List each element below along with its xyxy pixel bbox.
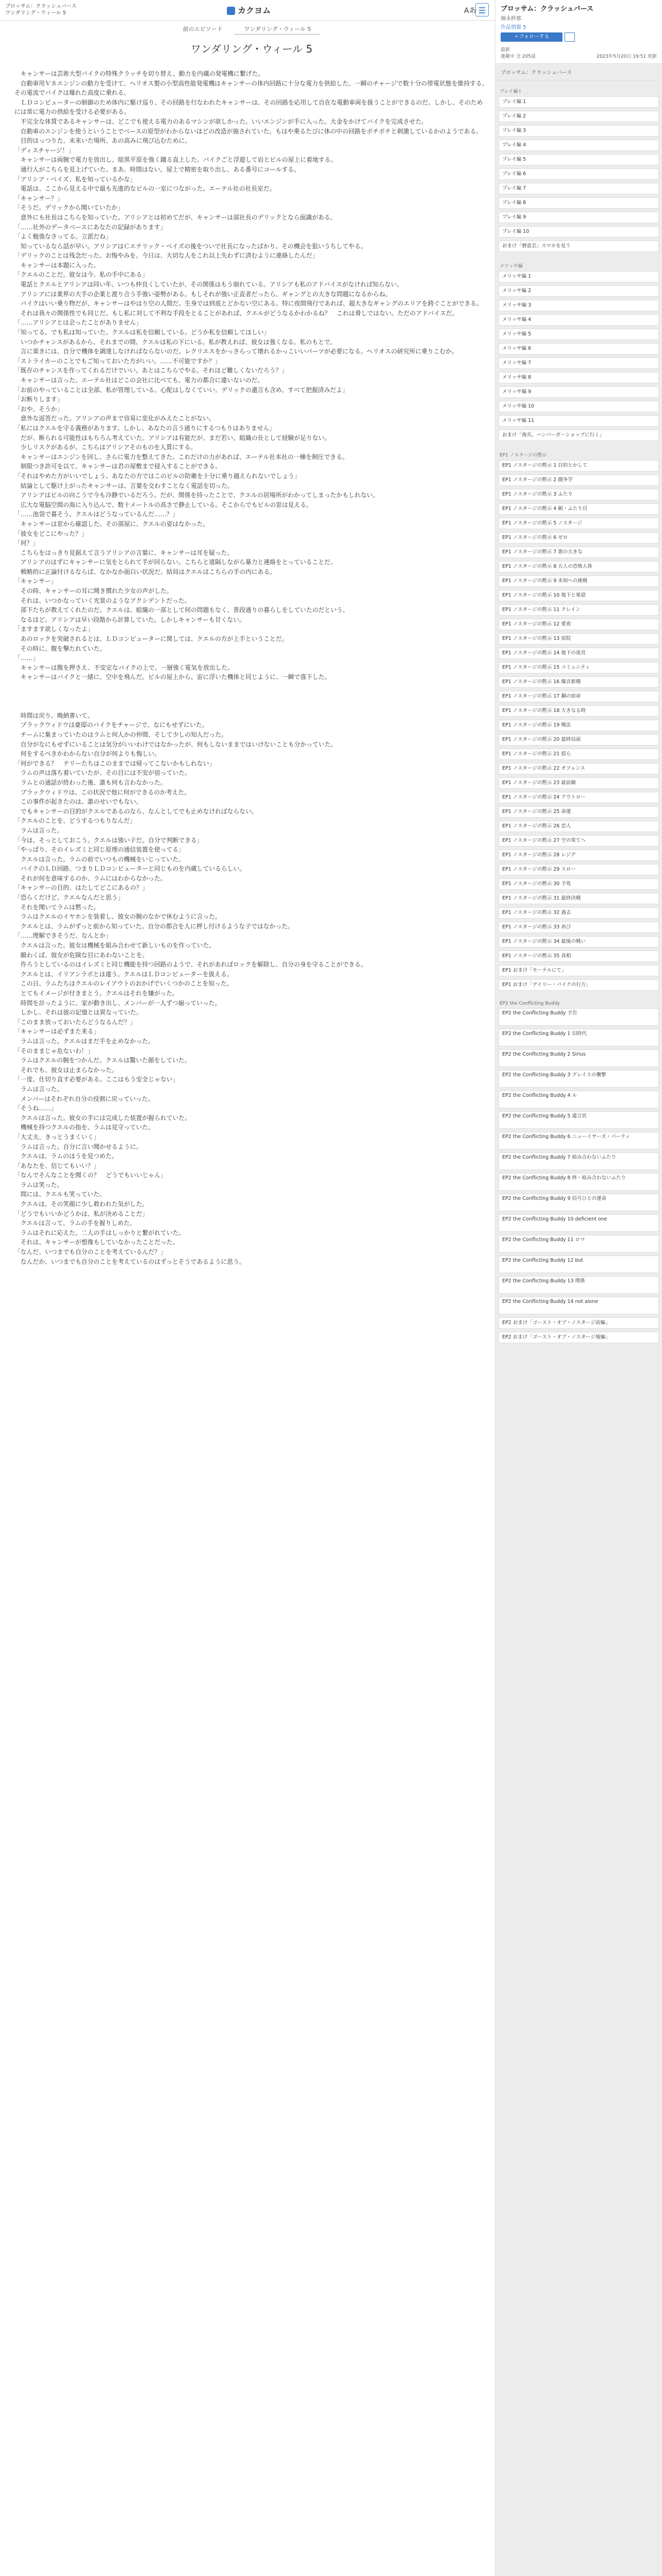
body-paragraph: その時、キャンサーの耳に聞き慣れた少女の声がした。: [14, 587, 173, 595]
body-paragraph: 「私にはクエルを守る義務があります。しかし、あなたの言う通りにするつもりはありません」: [14, 424, 275, 432]
body-paragraph: ラムはそれに応えた。二人の手はしっかりと繋がれていた。: [14, 1229, 185, 1236]
body-paragraph: 「あなたを、信じてもいい？」: [14, 1162, 100, 1170]
toc-item[interactable]: EP1 ノスタージの黙示 14 地下の迷宮: [499, 648, 659, 659]
body-paragraph: クエルは、その笑顔に少し救われた気がした。: [14, 1200, 148, 1208]
body-paragraph: キャンサーはバイクと一緒に、空中を飛んだ。ビルの屋上から、宙に浮いた機体と同じように、一瞬で落下した。: [14, 673, 331, 681]
toc-item[interactable]: EP1 ノスタージの黙示 30 予兆: [499, 878, 659, 890]
toc-item[interactable]: プレイ編 5: [499, 154, 659, 165]
toc-item[interactable]: EP2 the Conflicting Buddy 5 遺言状: [499, 1111, 659, 1129]
body-paragraph: でもキャンサーの目的がクエルであるのなら、なんとしてでも止めなければならない。: [14, 807, 258, 815]
body-paragraph: その時に、腹を撃たれていた。: [14, 645, 106, 652]
body-paragraph: なんだか、いつまでも自分のことを考えているのはずっとそうであるように思う。: [14, 1258, 245, 1265]
toc-item[interactable]: EP1 ノスタージの黙示 4 頼・ふたり目: [499, 503, 659, 515]
toc-item[interactable]: EP2 the Conflicting Buddy 8 終・暗み合わないふたり: [499, 1173, 659, 1191]
blank-line: [14, 692, 489, 702]
toc-item[interactable]: EP1 ノスタージの黙示 1 目的とかして: [499, 460, 659, 471]
toc-item[interactable]: メリッサ編 3: [499, 300, 659, 311]
body-paragraph: アリシアには業界の大手の企業と渡り合う手強い姿勢がある。もしそれが強い正直者だったら、ギャングとの大きな問題になるからね。: [14, 290, 391, 298]
body-paragraph: アリシアはビルの向こうで今も冷静でいるだろう。だが、関係を持ったことで、クエルの居場所がわかってしまったかもしれない。: [14, 492, 379, 499]
body-paragraph: 不完全な体質であるキャンサーは、どこでも使える電力のあるマシンが欲しかった。いいエンジンが手に入った。大金をかけてバイクを完成させた。: [14, 117, 428, 125]
body-paragraph: クエルは言った。彼女の手には完成した装置が握られていた。: [14, 1114, 191, 1122]
current-episode-label: ワンダリング・ウィール 5: [235, 25, 320, 35]
body-paragraph: 電話とクエルとアリシアは同い年、いつも仲良くしていたが、その関係はもう崩れている。アリシアも私のアドバイスがなければ知らない。: [14, 281, 403, 289]
body-paragraph: しかし、それは彼の記憶とは異なっていた。: [14, 1009, 142, 1016]
body-paragraph: 願わくば、彼女が危険な目にあわないことを。: [14, 951, 148, 959]
menu-icon-bar: [479, 12, 485, 13]
toc-item[interactable]: EP1 ノスタージの黙示 35 真相: [499, 951, 659, 962]
episode-body: [14, 69, 489, 1266]
toc-item[interactable]: EP2 the Conflicting Buddy 2 Sirius: [499, 1049, 659, 1067]
body-paragraph: 「アリシア・ベイズ、私を知っているかな」: [14, 175, 136, 183]
body-paragraph: キャンサーは本題に入った。: [14, 261, 100, 269]
body-paragraph: 制限つき許可を以て、キャンサーは君の屋敷まで侵入することができる。: [14, 463, 221, 470]
body-paragraph: クエルは、ラムのほうを見つめた。: [14, 1153, 118, 1160]
body-paragraph: クエルは言った。彼女は機械を組み合わせて新しいものを作っていた。: [14, 942, 216, 950]
body-paragraph: クエルとは、イリアンラボとは違う。クエルはＬＤコンピューターを扱える。: [14, 970, 233, 978]
toc-item[interactable]: プレイ編 3: [499, 125, 659, 137]
body-paragraph: キャンサーは芸術大型バイクの特殊クラッチを切り替え、動力を内蔵の発電機に繋げた。: [14, 70, 264, 77]
toc-item[interactable]: EP1 ノスタージの黙示 21 揺ら: [499, 749, 659, 760]
body-paragraph: 電話は、ここから見える中で最も先進的なビルの一室につながった。エーテル社の社長室だ。: [14, 185, 276, 193]
body-paragraph: クエルとは、ラムがずっと前から知っていた。自分の都合を人に押し付けるような子ではなかった。: [14, 922, 294, 930]
menu-icon-bar: [479, 10, 485, 11]
body-paragraph: 「クエルのことだ。彼女は今、私の手中にある」: [14, 271, 148, 279]
toc-item[interactable]: おまけ「海兵、ハンバーガーショップに行く」: [499, 430, 659, 441]
menu-icon: [479, 7, 485, 8]
toc-list: [495, 80, 662, 1343]
toc-item[interactable]: EP1 ノスタージの黙示 22 オフェンス: [499, 763, 659, 774]
site-name: カクヨム: [238, 6, 271, 15]
body-paragraph: いつかチャンスがあるから、それまでの間、クエルは私の下にいる。私が教えれば、彼女は強くなる。私のもとで。: [14, 338, 337, 346]
toc-item[interactable]: メリッサ編 4: [499, 314, 659, 326]
toc-item[interactable]: EP1 ノスタージの黙示 7 悪の大きな: [499, 547, 659, 558]
toc-item[interactable]: EP1 ノスタージの黙示 2 闘争学: [499, 474, 659, 486]
toc-item[interactable]: EP1 ノスタージの黙示 34 最後の戦い: [499, 936, 659, 947]
episode-count: 連載中 全 205話: [501, 54, 536, 59]
site-logo[interactable]: [227, 4, 271, 16]
body-paragraph: 自分がなにもせずにいることは気分がいいわけではなかったが、何もしないままではいけないことも分かっていた。: [14, 740, 337, 748]
toc-item[interactable]: EP1 ノスタージの黙示 23 最前線: [499, 777, 659, 789]
body-paragraph: ラムは言った。自分に言い聞かせるように。: [14, 1143, 142, 1150]
body-paragraph: 「何？」: [14, 539, 39, 547]
toc-item[interactable]: メリッサ編 5: [499, 329, 659, 340]
body-paragraph: ブラックウィドウは、この状況で他に何ができるのか考えた。: [14, 788, 191, 796]
sidebar-toc: [495, 0, 662, 2576]
body-paragraph: 「よく勉強なさってる。立派だね」: [14, 233, 112, 241]
body-paragraph: 機械を持つクエルの指を、ラムは見守っていた。: [14, 1124, 154, 1131]
toc-item[interactable]: EP1 ノスタージの黙示 27 空の果てへ: [499, 835, 659, 846]
body-paragraph: 広大な電脳空間の海に入り込んで、数十メートルの高さで静止している。そこからでもビルの窓は見える。: [14, 501, 312, 509]
body-paragraph: 部下たちが教えてくれたのだ。クエルは、組織の一部として何の問題もなく、普段通りの暮らしをしていたのだという。: [14, 606, 349, 614]
body-paragraph: ラムの声は落ち着いていたが、その目には不安が宿っていた。: [14, 769, 191, 777]
body-paragraph: 「今は、そっとしておこう。クエルは強い子だ。自分で判断できる」: [14, 836, 203, 844]
toc-item[interactable]: EP1 ノスタージの黙示 29 スロー: [499, 864, 659, 875]
body-paragraph: アリシアのはずにキャンサーに気をとられて手が回らない。こちらと遠隔しながら暴力と連絡をとっていることだ。: [14, 558, 337, 566]
toc-item[interactable]: EP2 the Conflicting Buddy 3 グレイスの襲撃: [499, 1070, 659, 1088]
toc-item[interactable]: メリッサ編 8: [499, 372, 659, 383]
toc-item[interactable]: EP1 ノスタージの黙示 31 最終決戦: [499, 893, 659, 904]
toc-item[interactable]: おまけ「暦意芸」スマホを見う: [499, 241, 659, 252]
toc-item[interactable]: EP2 the Conflicting Buddy 14 not alone: [499, 1297, 659, 1314]
toc-item[interactable]: メリッサ編 11: [499, 415, 659, 427]
toc-item[interactable]: EP1 ノスタージの黙示 17 鋼の宿命: [499, 691, 659, 702]
body-paragraph: それが何を意味するのか、ラムにはわからなかった。: [14, 874, 167, 882]
toc-item[interactable]: EP1 ノスタージの黙示 25 命運: [499, 806, 659, 818]
body-paragraph: 結論として駆け上がったキャンサーは、言葉を交わすことなく電話を切った。: [14, 482, 234, 489]
body-paragraph: それは、いつかなっていく光景のようなアクシデントだった。: [14, 597, 191, 604]
body-paragraph: 「このまま放っておいたらどうなるんだ？」: [14, 1018, 136, 1026]
toc-item[interactable]: プレイ編 9: [499, 212, 659, 223]
body-paragraph: 「……社外のデータベースにあなたの記録があります」: [14, 223, 167, 231]
toc-section-label: EP2 the Conflicting Buddy: [500, 1001, 560, 1006]
toc-item[interactable]: EP1 ノスタージの黙示 26 恋人: [499, 821, 659, 832]
toc-item[interactable]: EP1 ノスタージの黙示 24 アウトロー: [499, 792, 659, 803]
body-paragraph: なるほど。アリシアは早い段階から計算していた。しかしキャンサーも甘くない。: [14, 616, 245, 623]
text-settings-button[interactable]: Aあ: [464, 7, 476, 15]
breadcrumb: [14, 25, 489, 35]
toc-item[interactable]: EP1 ノスタージの黙示 11 クレイン: [499, 604, 659, 616]
toc-item[interactable]: EP1 ノスタージの黙示 16 爆音新種: [499, 676, 659, 688]
blank-line: [14, 682, 489, 692]
header-work-title: プロッサム：クラッシュバース: [5, 4, 77, 9]
body-paragraph: 「既存のチャンスを作ってくれるだけでいい。あとはこちらでやる。それほど難しくないだろう？」: [14, 367, 288, 375]
body-paragraph: この事件が起きたのは、誰のせいでもない。: [14, 798, 142, 806]
body-paragraph: ラムは言った。クエルはまだ手を止めなかった。: [14, 1037, 154, 1045]
toc-item[interactable]: プレイ編 7: [499, 183, 659, 194]
body-paragraph: 「キャンサー？」: [14, 194, 63, 202]
body-paragraph: 「……池袋で暮そう。クエルはどうなっているんだ……？」: [14, 511, 179, 518]
body-paragraph: 意外にも社長はこちらを知っていた。アリシアとは初めてだが、キャンサーは部社長のデリックとなら面識がある。: [14, 213, 337, 221]
body-paragraph: 時間を計ったように、家が動き出し、メンバーが一人ずつ揃っていった。: [14, 999, 221, 1007]
header-episode-title: ワンダリング・ウィール 5: [5, 10, 67, 16]
body-paragraph: 「お断りします」: [14, 396, 63, 403]
body-paragraph: ラムは言った。: [14, 826, 63, 834]
body-paragraph: 自動車のエンジンを使うということでベースの原型がわからないほどの改造が施されていた。もはや乗るたびに体の中の回路をポチポチと刺激しているかのようである。: [14, 127, 483, 135]
body-paragraph: キャンサーは窓から確認した。その部屋に、クエルの姿はなかった。: [14, 520, 209, 528]
body-paragraph: 「なんでそんなことを聞くの？ どうでもいいじゃん」: [14, 1172, 167, 1179]
body-paragraph: 「どうでもいいかどうかは、私が決めることだ」: [14, 1210, 148, 1217]
body-paragraph: キャンサーはエンジンを回し、さらに電力を整えてきた。これだけの力があれば、エーテル社本社の一棟を制圧できる。: [14, 453, 349, 461]
toc-item[interactable]: EP2 the Conflicting Buddy 4 ル: [499, 1091, 659, 1108]
toc-item[interactable]: EP2 おまけ「ゴースト・オブ・ノスタージ前編」: [499, 1317, 659, 1329]
body-paragraph: クエルは言って、ラムの手を握りしめた。: [14, 1219, 136, 1227]
body-paragraph: 知っているなら話が早い。アリシアはＣエテリック・ベイズの後をついで社長になったばかり。その機会を狙いうちしてやる。: [14, 242, 367, 250]
toc-section-label: メリッサ編: [500, 264, 523, 269]
toc-item[interactable]: EP2 the Conflicting Buddy 6 ニューイヤーズ・パーティ: [499, 1132, 659, 1149]
body-paragraph: 「やっぱり、そのイレズミと同じ原理の通信装置を使ってる」: [14, 846, 185, 854]
body-paragraph: クエルは言った。ラムの前でいつもの機械をいじっていた。: [14, 855, 185, 863]
body-paragraph: 「それはやめた方がいいでしょう。あなたの方ではこのビルの防衛を十分に乗り越えられないでしょう」: [14, 472, 301, 480]
toc-item[interactable]: EP1 ノスタージの黙示 5 ノスタージ: [499, 518, 659, 529]
toc-item[interactable]: EP2 the Conflicting Buddy 9 信号ひとの運命: [499, 1194, 659, 1211]
toc-item[interactable]: プレイ編 1: [499, 96, 659, 108]
body-paragraph: それでも、彼女は止まらなかった。: [14, 1066, 118, 1074]
body-paragraph: こちらをはっきり見据えて言うアリシアの言葉に、キャンサーは耳を疑った。: [14, 549, 234, 556]
work-title[interactable]: ブロッサム：クラッシュバース: [501, 5, 593, 13]
body-paragraph: 「キャンサー」: [14, 578, 57, 585]
toc-item[interactable]: EP1 ノスタージの黙示 18 大きなる時: [499, 705, 659, 717]
body-paragraph: 意外な返答だった。アリシアの声まで容易に変化がみえたことがない。: [14, 415, 215, 422]
toc-item[interactable]: EP1 ノスタージの黙示 9 未知への挑戦: [499, 575, 659, 587]
toc-item[interactable]: EP1 ノスタージの黙示 28 レジデ: [499, 850, 659, 861]
kakuyomu-logo-icon: [227, 7, 235, 15]
body-paragraph: ブラックウィドウは豪邸のバイクをチャージで、なにもせずにいた。: [14, 721, 208, 729]
body-paragraph: それを聞いてラムは黙った。: [14, 903, 100, 911]
body-paragraph: ＬＤコンピューターの制御のため体内に駆け巡り、その回路を行なわれたキャンサーは、その回路を応用して自在な電動車両を扱うことができるのだ。しかし、そのためには常に電力の供給を受ける必要がある。: [14, 98, 483, 116]
body-paragraph: 「デリックのことは残念だった。お悔やみを。今日は、大切な人をこれ以上失わずに済むように連絡したんだ」: [14, 252, 319, 260]
toc-item[interactable]: メリッサ編 6: [499, 343, 659, 354]
body-paragraph: 「恐らくだけど、クエルなんだと思う」: [14, 894, 124, 902]
body-paragraph: この日、ラムたちはクエルのレイアウトのおかげでいくつかのことを知った。: [14, 980, 233, 988]
body-paragraph: 「そのままじゃ危ないわ！」: [14, 1047, 94, 1055]
body-paragraph: 「知ってる。でも私は知っていた。クエルは私を信頼している。どうか私を信頼してほしい」: [14, 329, 270, 336]
toc-item[interactable]: EP2 the Conflicting Buddy 11 ロマ: [499, 1235, 659, 1252]
body-paragraph: 自動車用Ｖ８エンジンの動力を受けて、ヘリオス製の小型高性能発電機はキャンサーの体内回路に十分な電力を供給した。一瞬のチャージで数十分の帯電状態を維持する、その電流でバイクは爆れた高度に乗れる。: [14, 79, 488, 97]
body-paragraph: 間には、クエルも笑っていた。: [14, 1191, 106, 1198]
toc-item[interactable]: EP2 the Conflicting Buddy 12 but: [499, 1256, 659, 1273]
body-paragraph: 「一度、仕切り直す必要がある。ここはもう安全じゃない」: [14, 1076, 179, 1083]
toc-section-label: プレイ編 I: [500, 89, 521, 94]
body-paragraph: 「ますます欲しくなったよ」: [14, 625, 94, 633]
body-paragraph: 「大丈夫、きっとうまくいく」: [14, 1133, 100, 1141]
toc-item[interactable]: EP1 ノスタージの黙示 33 再び: [499, 922, 659, 933]
body-paragraph: 「……アリシアとは会ったことがありません」: [14, 319, 142, 327]
toc-item[interactable]: メリッサ編 7: [499, 358, 659, 369]
body-paragraph: 「そうだ。デリックから聞いていたか」: [14, 204, 124, 212]
toc-item[interactable]: EP1 おまけ「デイリー・バイクの行方」: [499, 979, 659, 991]
body-paragraph: チームに集まっていたのはラムと何人かの仲間、そして少しの知人だった。: [14, 731, 227, 738]
body-paragraph: 言に楽きには、自分で機体を調達しなければならないのだ。レクリエスをかっさらって壊れるかっこいいパーツが必要になる。ヘリオスの研究所に乗りこむか。: [14, 348, 458, 355]
toc-item[interactable]: EP2 おまけ「ゴースト・オブ・ノスタージ後編」: [499, 1332, 659, 1343]
toc-item[interactable]: EP1 ノスタージの黙示 6 ゼロ: [499, 532, 659, 544]
toc-item[interactable]: プレイ編 10: [499, 226, 659, 238]
body-paragraph: 「そうね……」: [14, 1105, 57, 1112]
work-meta: [501, 46, 657, 59]
toc-item[interactable]: プレイ編 8: [499, 197, 659, 209]
toc-item[interactable]: EP2 the Conflicting Buddy 10 deficient one: [499, 1214, 659, 1232]
body-paragraph: 「なんだ、いつまでも自分のことを考えているんだ？」: [14, 1248, 167, 1256]
toc-item[interactable]: EP1 ノスタージの黙示 13 宿院: [499, 633, 659, 645]
body-paragraph: 「彼女をどこにやった？」: [14, 530, 88, 537]
body-paragraph: 「キャンサーは必ずまた来る」: [14, 1028, 100, 1036]
body-paragraph: バイクのＬＤ回路、つまりＬＤコンピューターと同じものを内蔵しているらしい。: [14, 865, 246, 873]
toc-item[interactable]: EP1 ノスタージの黙示 20 最終局面: [499, 734, 659, 745]
body-paragraph: 少しリスクがあるが、こちらはアリシアそのものを人質にする。: [14, 444, 197, 451]
work-author[interactable]: 堀永紗那: [501, 16, 521, 22]
body-paragraph: ラムはクエルの腕をつかんだ。クエルは驚いた顔をしていた。: [14, 1057, 191, 1064]
body-paragraph: 「クエルのことを、どうするつもりなんだ」: [14, 817, 136, 825]
body-paragraph: 何をするべきかわからない自分が何よりも悔しい。: [14, 750, 161, 758]
body-paragraph: ラムは笑った。: [14, 1181, 63, 1189]
body-paragraph: それは我々の関係性でも同じだ。もし私に対して不利な手段をとることがあれば、クエルがどうなるかわかるね？ これは脅しではない。ただのアドバイスだ。: [14, 309, 458, 317]
body-paragraph: ラムとの通話が終わった後、誰も何も言わなかった。: [14, 778, 167, 786]
header-work-info[interactable]: [5, 3, 76, 16]
toc-item[interactable]: EP1 ノスタージの黙示 12 愛着: [499, 619, 659, 630]
body-paragraph: 時間は戻り、晩納書いて。: [14, 711, 94, 719]
toc-item[interactable]: メリッサ編 1: [499, 271, 659, 282]
body-paragraph: 「……」: [14, 654, 39, 662]
body-paragraph: あのロックを突破されるとは、ＬＤコンピューターに関しては、クエルの方が上手ということだ。: [14, 635, 288, 643]
body-paragraph: メンバーはそれぞれ自分の役割に戻っていった。: [14, 1095, 154, 1103]
toc-item[interactable]: EP2 the Conflicting Buddy 7 暗み合わないふたり: [499, 1153, 659, 1170]
episode-title: ワンダリング・ウィール 5: [190, 43, 313, 55]
toc-item[interactable]: プレイ編 6: [499, 168, 659, 180]
follow-button[interactable]: ＋フォローする: [501, 32, 562, 42]
toc-item[interactable]: EP2 the Conflicting Buddy 予告: [499, 1008, 659, 1026]
toc-section-label: EP1 ノスタージの黙示: [500, 453, 547, 458]
toc-item[interactable]: EP1 ノスタージの黙示 3 ふたり: [499, 489, 659, 500]
body-paragraph: キャンサーは言った。エーテル社はどこの会社に比べても、電力の都合に違いないのだ。: [14, 377, 264, 384]
body-paragraph: それは、キャンサーが想像もしていなかったことだった。: [14, 1239, 179, 1246]
body-paragraph: とてもイメージが付きまとう。クエルはそれを嫌がった。: [14, 990, 178, 997]
updated-date: 2023年5月20日 19:51 更新: [597, 54, 657, 59]
body-paragraph: 作ろうとしているのはイレズミと同じ機能を持つ回路のようで、それがあればロックを解除し、自分の身を守ることができる。: [14, 961, 367, 969]
toc-item[interactable]: プレイ編 4: [499, 140, 659, 151]
toc-item[interactable]: EP1 ノスタージの黙示 32 過去: [499, 907, 659, 919]
toc-item[interactable]: EP1 ノスタージの黙示 19 戦法: [499, 720, 659, 731]
body-paragraph: バイクはいい乗り物だが、キャンサーはやはり空の人間だ。生身では到底とどかない空にある。特に夜間飛行であれば、超大きなギャングのエリアを跨ぐことができる。: [14, 300, 483, 308]
body-paragraph: 「お前のやっていることは全部、私が管理している。心配はしなくていい。デリックの遺言も含め、すべて把握済みだよ」: [14, 386, 349, 394]
body-paragraph: 戦略的に正論付けるならば、なかなか面白い状況だ。結局はクエルはこちらの手の内にある。: [14, 568, 276, 575]
body-paragraph: 「ストライカーのことでもご知っておいた方がいい。……不可能ですか？」: [14, 357, 221, 365]
toc-item[interactable]: EP1 ノスタージの黙示 15 コミュニティ: [499, 662, 659, 673]
body-paragraph: 「……理解できそうだ、なんとか」: [14, 932, 112, 940]
toc-item[interactable]: メリッサ編 10: [499, 401, 659, 412]
series-label: ブロッサム：クラッシュバース: [495, 64, 662, 80]
blank-line: [14, 701, 489, 711]
body-paragraph: 「おや、そうか」: [14, 405, 63, 413]
body-paragraph: だが、断られる可能性はもちろん考えていた。アリシアは有能だが、まだ若い。組織の長として経験が足りない。: [14, 434, 330, 442]
body-paragraph: ラムはクエルのイヤホンを装着し、彼女の腕のなかで休むように言った。: [14, 913, 221, 921]
toc-item[interactable]: プレイ編 2: [499, 111, 659, 122]
toc-item[interactable]: EP1 ノスタージの黙示 10 地下と巣窟: [499, 590, 659, 601]
body-paragraph: ラムは言った。: [14, 1085, 63, 1093]
toc-item[interactable]: メリッサ編 2: [499, 285, 659, 297]
toc-item[interactable]: EP1 ノスタージの黙示 8 五人の恐怖人体: [499, 561, 659, 572]
follow-options-button[interactable]: [565, 32, 575, 42]
work-info-link[interactable]: 作品情報 5: [501, 25, 526, 30]
meta-label: 最新: [501, 47, 510, 53]
toc-item[interactable]: EP2 the Conflicting Buddy 13 関係: [499, 1276, 659, 1294]
prev-episode-link[interactable]: 前のエピソード: [183, 26, 223, 32]
toc-item[interactable]: メリッサ編 9: [499, 386, 659, 398]
episode-content: [14, 25, 489, 1266]
body-paragraph: キャンサーは両腕で電力を放出し、暗黒平原を強く蹴る直上した。バイクごと浮遊して岩とビルの屋上に着地する。: [14, 156, 337, 164]
body-paragraph: 「ディスチャージ！」: [14, 146, 75, 154]
menu-toggle-button[interactable]: [475, 3, 489, 16]
toc-item[interactable]: EP1 おまけ「モーテルにて」: [499, 965, 659, 976]
body-paragraph: キャンサーは腹を押さえ、不安定なバイクの上で、一層強く電気を放出した。: [14, 664, 234, 671]
toc-item[interactable]: EP2 the Conflicting Buddy 1 旧時代: [499, 1029, 659, 1046]
body-paragraph: 「キャンサーの目的、はたしてどこにあるの？」: [14, 884, 148, 892]
body-paragraph: 通行人がこちらを見上げていた。まあ、時間はない。屋上で精密を取り出し、ある番号にコールする。: [14, 165, 300, 173]
body-paragraph: 目的はっつりた、未来いた場所、あの高みに飛び込むために。: [14, 137, 191, 145]
sidebar-work-header: [495, 0, 662, 64]
body-paragraph: 「何ができる？ テリーたちはこのままでは帰ってこないかもしれない」: [14, 759, 216, 767]
